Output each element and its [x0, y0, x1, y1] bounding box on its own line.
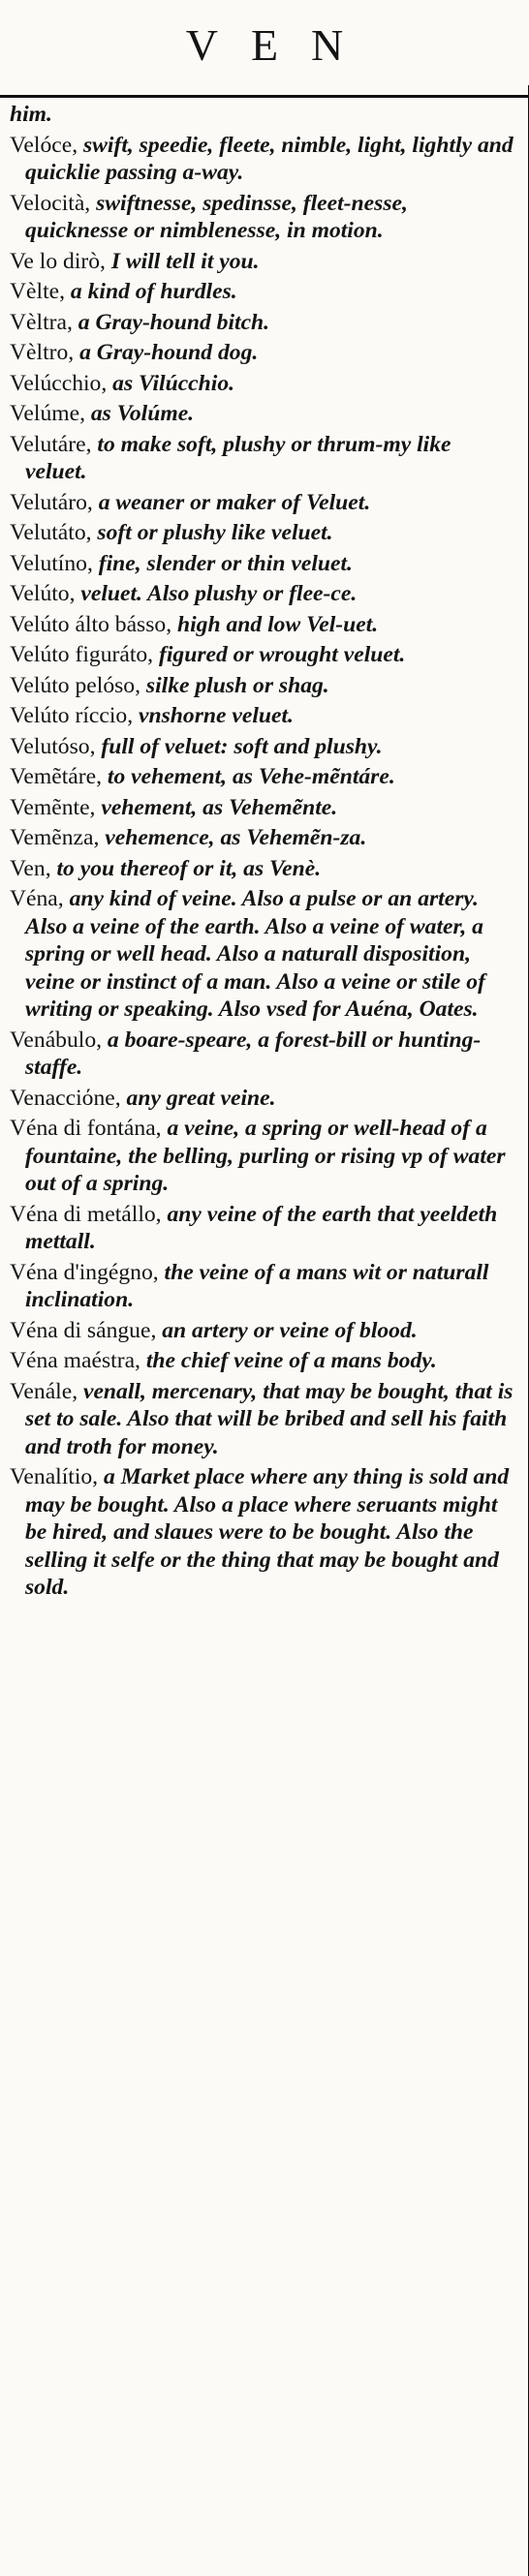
definition: any kind of veine. Also a pulse or an artery. Also a veine of the earth. Also a veine of water, a spring or well head. Also a naturall disposition, veine or instinct of a man. Also a veine or stile of writing or speaking. Also vsed for Auéna, Oates. — [25, 886, 485, 1022]
headword: Véna d'ingégno, — [10, 1259, 159, 1285]
entry — [0, 855, 515, 883]
entry — [0, 1027, 515, 1082]
entry — [0, 794, 515, 822]
entry — [0, 1463, 515, 1602]
headword: Velúto, — [10, 581, 76, 606]
entry — [0, 1115, 515, 1198]
entry — [0, 733, 515, 761]
entry — [0, 400, 515, 428]
definition: a Gray-hound dog. — [74, 340, 259, 365]
headword: Vèlte, — [10, 279, 65, 304]
definition: figured or wrought veluet. — [153, 642, 406, 667]
headword: Ven, — [10, 855, 51, 881]
headword: Vemẽtáre, — [10, 764, 102, 789]
entry — [0, 101, 515, 129]
definition: to vehement, as Vehe-mẽntáre. — [101, 764, 395, 789]
definition: as Vilúcchio. — [107, 370, 235, 396]
entry — [0, 309, 515, 337]
entry — [0, 248, 515, 276]
entry-list — [0, 101, 515, 1605]
headword: Venábulo, — [10, 1027, 103, 1053]
definition: vehement, as Vehemẽnte. — [95, 794, 338, 820]
headword: Ve lo dirò, — [10, 248, 106, 274]
entry — [0, 278, 515, 306]
entry — [0, 1085, 515, 1113]
headword: Venále, — [10, 1378, 78, 1404]
definition: any great veine. — [120, 1085, 276, 1111]
entry — [0, 885, 515, 1024]
entry — [0, 431, 515, 486]
definition: a Market place where any thing is sold and may be bought. Also a place where seruants might be hired, and slaues were to be bought. Also the selling it selfe or the thing that may be bought and sold. — [25, 1464, 510, 1600]
entry — [0, 489, 515, 517]
entry — [0, 763, 515, 791]
definition: to make soft, plushy or thrum-my like veluet. — [25, 431, 451, 484]
definition: silke plush or shag. — [140, 672, 329, 698]
definition: a veine, a spring or well-head of a fountaine, the belling, purling or rising vp of water out of a spring. — [25, 1116, 506, 1196]
definition: I will tell it you. — [105, 248, 260, 274]
headword: Vèltro, — [10, 340, 75, 365]
headword: Velutíno, — [10, 550, 93, 576]
headword: Velúme, — [10, 401, 85, 426]
entry — [0, 190, 515, 245]
definition: him. — [10, 102, 52, 127]
headword: Vemẽnte, — [10, 794, 96, 820]
entry — [0, 611, 515, 639]
entry — [0, 672, 515, 700]
headword: Velóce, — [10, 132, 78, 158]
headword: Velúto figuráto, — [10, 642, 154, 667]
entry — [0, 580, 515, 608]
definition: the veine of a mans wit or naturall inclination. — [25, 1259, 489, 1312]
headword: Velutáto, — [10, 520, 92, 545]
headword: Véna di sángue, — [10, 1317, 157, 1343]
headword: Velúto ríccio, — [10, 703, 134, 728]
definition: vnshorne veluet. — [133, 703, 294, 728]
definition: to you thereof or it, as Venè. — [50, 855, 322, 881]
definition: as Volúme. — [84, 401, 195, 426]
definition: a Gray-hound bitch. — [72, 309, 270, 335]
definition: any veine of the earth that yeeldeth mettall. — [25, 1201, 498, 1254]
headword: Velúto álto bássо, — [10, 611, 172, 637]
entry — [0, 132, 515, 187]
entry — [0, 339, 515, 367]
headword: Vemẽnza, — [10, 825, 100, 850]
entry — [0, 1317, 515, 1345]
headword: Velutóso, — [10, 733, 96, 759]
entry — [0, 519, 515, 547]
entry — [0, 824, 515, 852]
headword: Velocità, — [10, 190, 91, 216]
entry — [0, 641, 515, 669]
entry — [0, 1347, 515, 1375]
entry — [0, 370, 515, 398]
definition: soft or plushy like veluet. — [91, 520, 333, 545]
definition: vehemence, as Vehemẽn-za. — [99, 825, 367, 850]
entry — [0, 702, 515, 730]
headword: Velúcchio, — [10, 370, 108, 396]
definition: a weaner or maker of Veluet. — [92, 489, 371, 515]
definition: the chief veine of a mans body. — [140, 1348, 437, 1373]
definition: full of veluet: soft and plushy. — [95, 733, 383, 759]
definition: a kind of hurdles. — [65, 279, 237, 304]
entry — [0, 1378, 515, 1461]
definition: a boare-speare, a forest-bill or hunting-staffe. — [25, 1027, 482, 1080]
headword: Venacciόne, — [10, 1085, 121, 1111]
definition: venall, mercenary, that may be bought, that is set to sale. Also that will be bribed and sell his faith and troth for money. — [25, 1378, 513, 1459]
headword: Véna maéstra, — [10, 1348, 140, 1373]
definition: high and low Vel-uet. — [171, 611, 379, 637]
headword: Venalítio, — [10, 1464, 99, 1489]
page-header — [0, 0, 529, 98]
headword: Velúto pelóso, — [10, 672, 140, 698]
headword: Velutáre, — [10, 431, 92, 457]
entry — [0, 550, 515, 578]
entry — [0, 1201, 515, 1256]
definition: veluet. Also plushy or flee-ce. — [75, 581, 358, 606]
definition: swift, speedie, fleete, nimble, light, lightly and quicklie passing a-way. — [25, 132, 513, 185]
headword: Véna, — [10, 886, 64, 911]
headword: Véna di metállo, — [10, 1201, 162, 1227]
headword: Velutáro, — [10, 489, 93, 515]
running-head: VEN — [185, 20, 377, 70]
definition: swiftnesse, spedinsse, fleet-nesse, quicknesse or nimblenesse, in motion. — [25, 190, 408, 243]
headword: Véna di fontána, — [10, 1116, 162, 1141]
headword: Vèltra, — [10, 309, 73, 335]
definition: an artery or veine of blood. — [156, 1317, 418, 1343]
entry — [0, 1259, 515, 1314]
definition: fine, slender or thin veluet. — [92, 550, 353, 576]
